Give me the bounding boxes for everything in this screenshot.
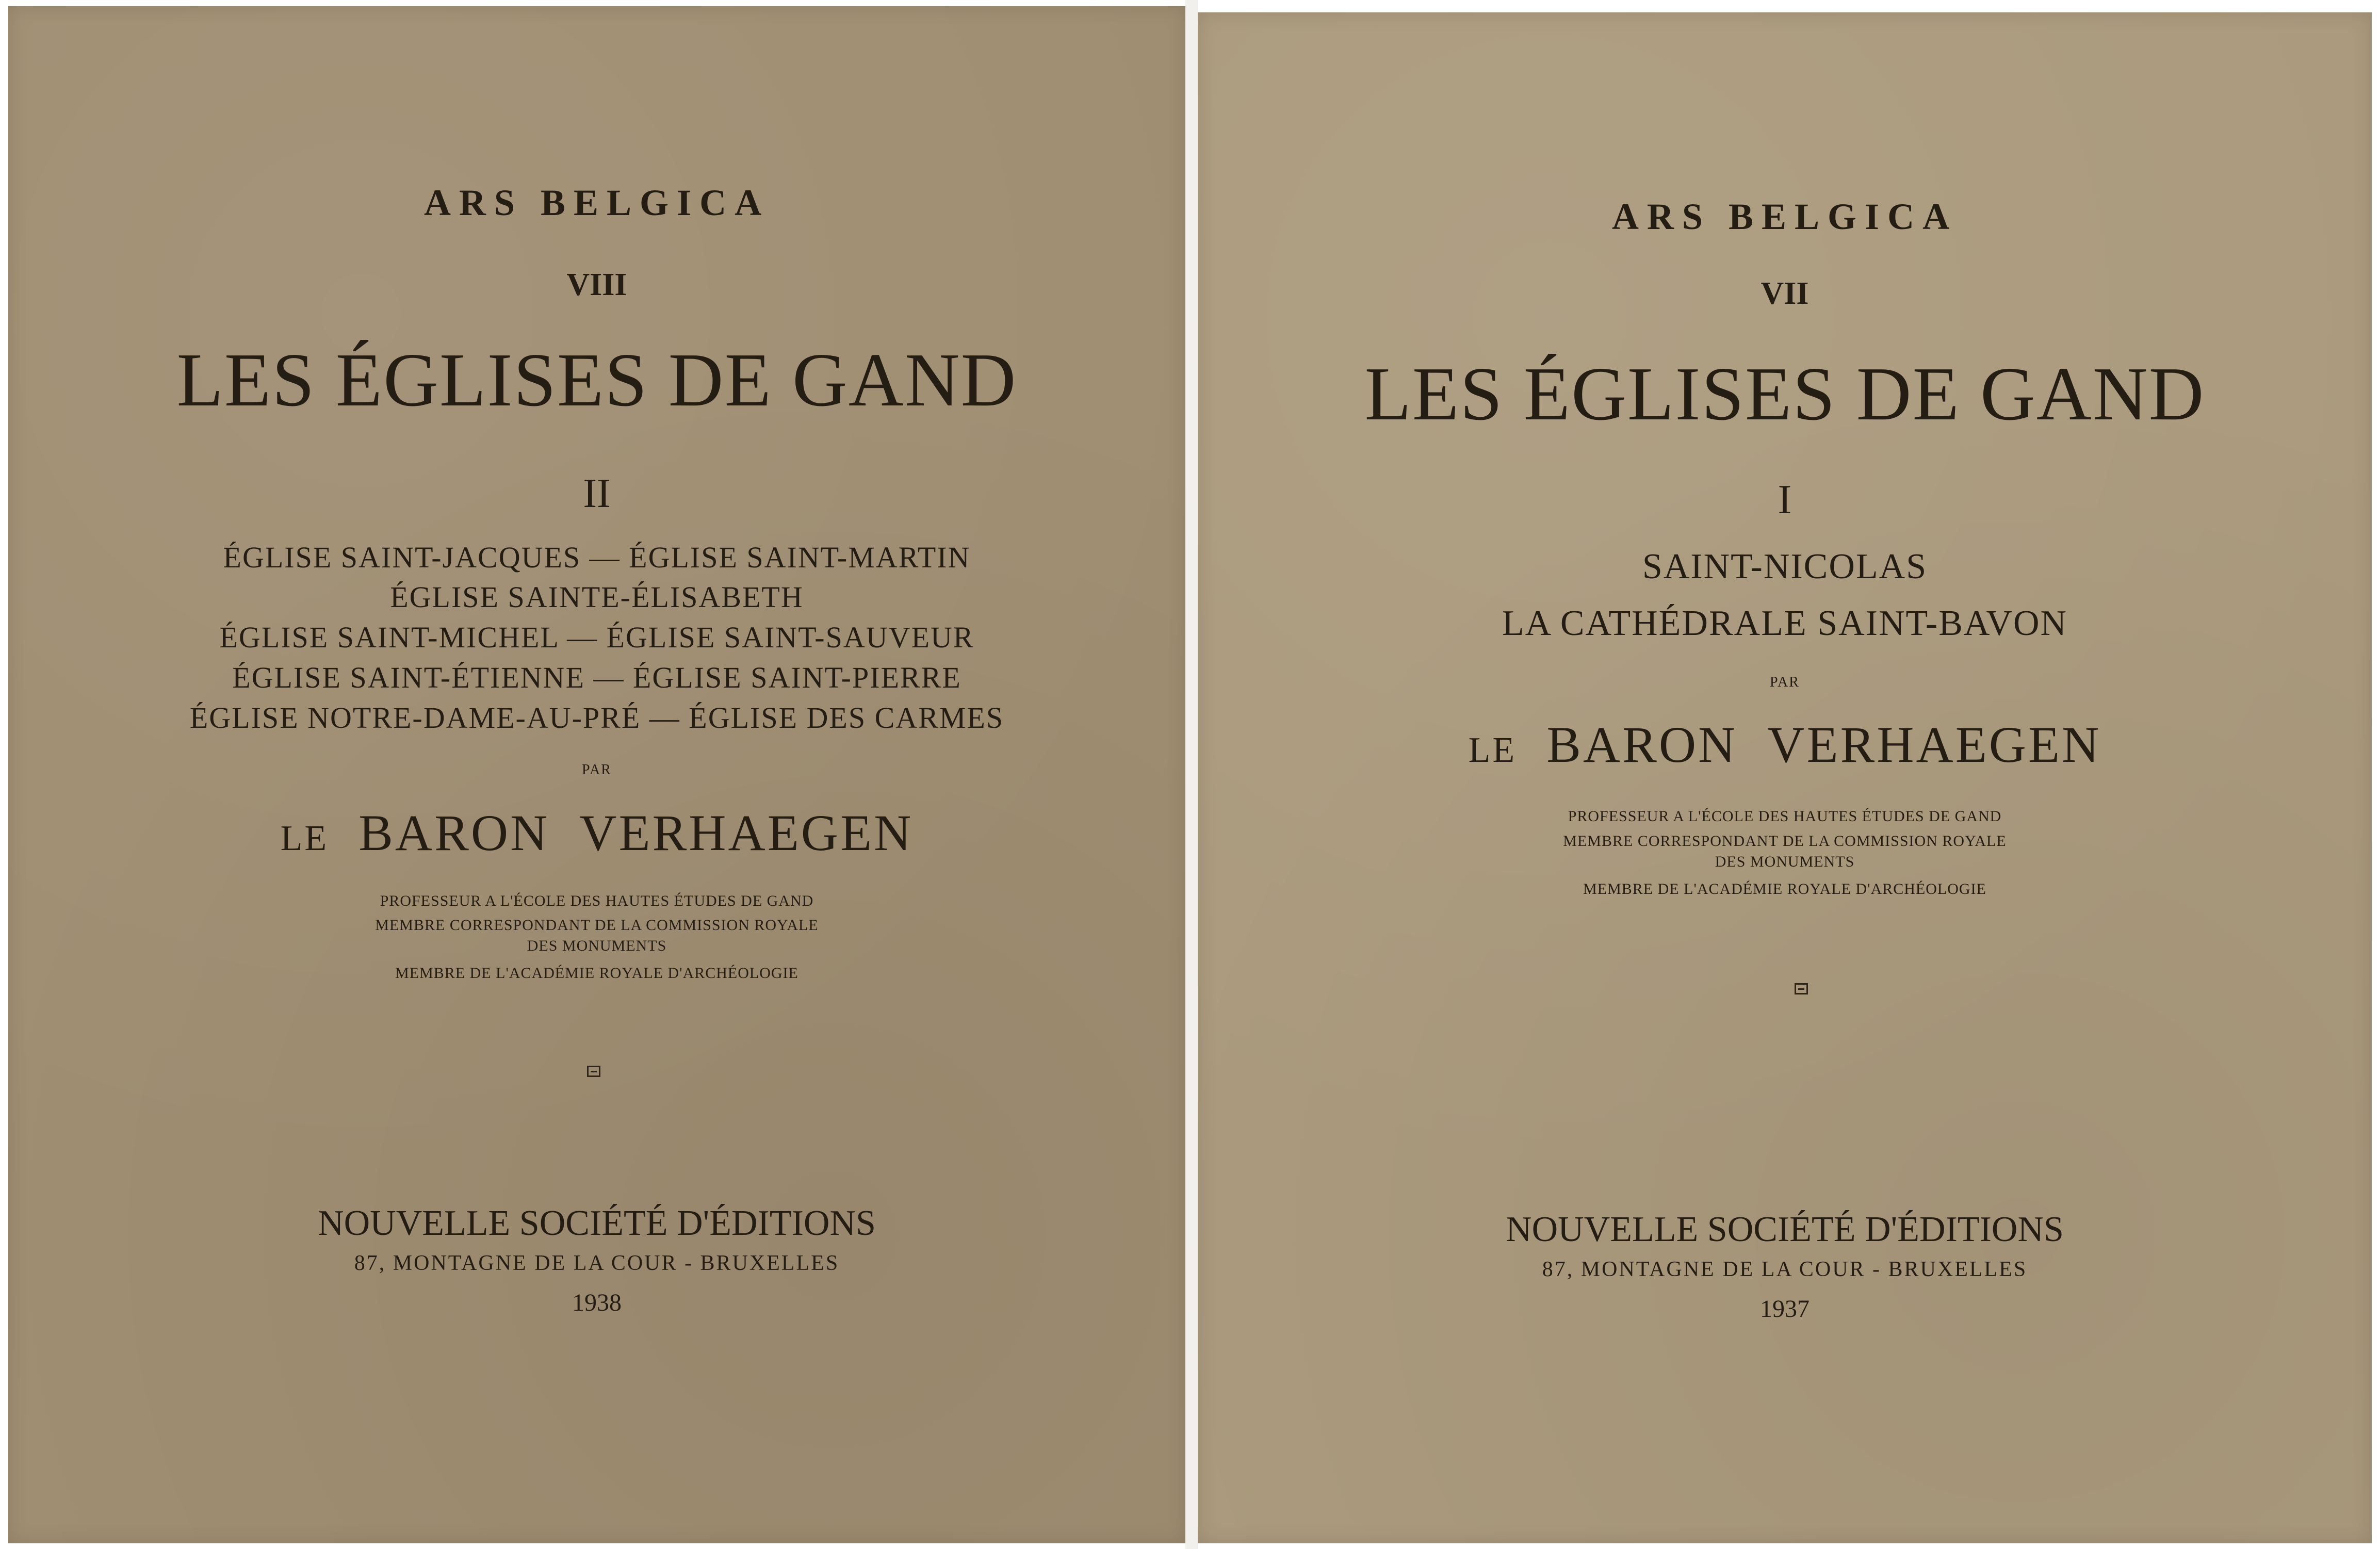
credential-line: MEMBRE DE L'ACADÉMIE ROYALE D'ARCHÉOLOGIE (395, 965, 798, 982)
church-line: ÉGLISE SAINTE-ÉLISABETH (390, 580, 804, 614)
tome-number: II (583, 471, 611, 516)
author-surname: VERHAEGEN (1767, 716, 2101, 773)
church-line: SAINT-NICOLAS (1642, 547, 1928, 586)
author-prefix: LE (1468, 730, 1517, 770)
printer-mark-icon (587, 1066, 600, 1077)
author-title: BARON (358, 804, 550, 861)
series-title: ARS BELGICA (1611, 196, 1958, 237)
par-label: PAR (1770, 674, 1800, 690)
par-label: PAR (582, 762, 612, 778)
author-prefix: LE (280, 819, 329, 858)
publisher-address: 87, MONTAGNE DE LA COUR - BRUXELLES (354, 1251, 840, 1275)
publisher-name: NOUVELLE SOCIÉTÉ D'ÉDITIONS (318, 1203, 876, 1243)
church-line: ÉGLISE SAINT-JACQUES — ÉGLISE SAINT-MARTIN (223, 541, 971, 574)
credential-line: MEMBRE CORRESPONDANT DE LA COMMISSION ROYALE (375, 917, 819, 934)
publication-year: 1938 (572, 1289, 622, 1316)
series-title: ARS BELGICA (423, 182, 770, 223)
credential-line: MEMBRE CORRESPONDANT DE LA COMMISSION ROYALE (1563, 833, 2007, 850)
cover-volume-vii (1198, 12, 2372, 1543)
cover-volume-viii (8, 6, 1185, 1543)
publication-year: 1937 (1760, 1295, 1810, 1323)
credential-line: PROFESSEUR A L'ÉCOLE DES HAUTES ÉTUDES DE GAND (380, 892, 814, 909)
author-surname: VERHAEGEN (579, 804, 914, 861)
tome-number: I (1778, 477, 1792, 523)
church-line: LA CATHÉDRALE SAINT-BAVON (1502, 604, 2068, 643)
credential-line: PROFESSEUR A L'ÉCOLE DES HAUTES ÉTUDES DE GAND (1568, 808, 2002, 825)
church-line: ÉGLISE NOTRE-DAME-AU-PRÉ — ÉGLISE DES CARMES (189, 701, 1004, 735)
publisher-name: NOUVELLE SOCIÉTÉ D'ÉDITIONS (1506, 1210, 2064, 1249)
credential-line: DES MONUMENTS (1715, 853, 1855, 870)
author-title: BARON (1546, 716, 1738, 773)
volume-number: VII (1760, 276, 1809, 311)
church-line: ÉGLISE SAINT-MICHEL — ÉGLISE SAINT-SAUVEUR (219, 621, 974, 654)
church-line: ÉGLISE SAINT-ÉTIENNE — ÉGLISE SAINT-PIERRE (232, 661, 961, 694)
printer-mark-icon (1795, 983, 1808, 994)
publisher-address: 87, MONTAGNE DE LA COUR - BRUXELLES (1542, 1258, 2028, 1281)
credential-line: MEMBRE DE L'ACADÉMIE ROYALE D'ARCHÉOLOGIE (1583, 881, 1986, 898)
book-title: LES ÉGLISES DE GAND (1364, 352, 2205, 436)
volume-number: VIII (566, 267, 627, 302)
book-title: LES ÉGLISES DE GAND (176, 338, 1017, 422)
gap-between-covers (1185, 0, 1198, 1549)
credential-line: DES MONUMENTS (527, 937, 667, 954)
author-name (1198, 715, 2372, 774)
author-name (8, 803, 1185, 862)
